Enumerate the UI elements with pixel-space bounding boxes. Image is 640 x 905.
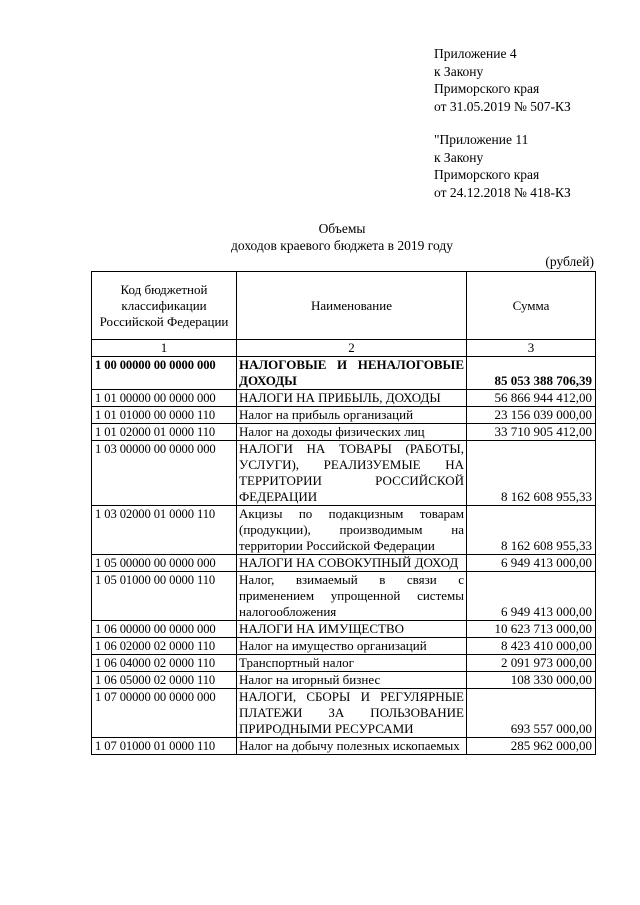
revenue-table (91, 271, 596, 755)
table-row (92, 441, 596, 506)
column-number: 2 (237, 340, 467, 357)
name-cell: НАЛОГИ НА ИМУЩЕСТВО (237, 621, 467, 638)
appendix-line: Приморского края (434, 81, 540, 96)
amount-cell: 10 623 713 000,00 (467, 621, 596, 638)
appendix-ref-line: к Закону (434, 149, 484, 165)
column-number-row (92, 340, 596, 357)
amount-cell: 108 330 000,00 (467, 672, 596, 689)
code-cell: 1 07 00000 00 0000 000 (92, 689, 237, 738)
amount-cell: 23 156 039 000,00 (467, 407, 596, 424)
code-cell: 1 01 01000 00 0000 110 (92, 407, 237, 424)
name-cell: Налог на доходы физических лиц (237, 424, 467, 441)
column-number: 3 (467, 340, 596, 357)
header-name: Наименование (237, 272, 467, 340)
name-cell: Налог на прибыль организаций (237, 407, 467, 424)
code-cell: 1 07 01000 01 0000 110 (92, 738, 237, 755)
code-cell: 1 06 00000 00 0000 000 (92, 621, 237, 638)
table-row (92, 407, 596, 424)
appendix-ref-line: "Приложение 11 (434, 132, 529, 147)
appendix-ref-line: от 24.12.2018 № 418-КЗ (434, 184, 571, 200)
code-cell: 1 06 05000 02 0000 110 (92, 672, 237, 689)
name-cell: Налог, взимаемый в связи с применением упрощенной системы налогообложения (237, 572, 467, 621)
appendix-header (434, 45, 634, 115)
table-body (92, 357, 596, 755)
document-subtitle: доходов краевого бюджета в 2019 году (231, 238, 453, 253)
table-row (92, 672, 596, 689)
table-row (92, 738, 596, 755)
name-cell: НАЛОГОВЫЕ И НЕНАЛОГОВЫЕ ДОХОДЫ (237, 357, 467, 390)
code-cell: 1 00 00000 00 0000 000 (92, 357, 237, 390)
appendix-line: к Закону (434, 63, 484, 79)
code-cell: 1 05 00000 00 0000 000 (92, 555, 237, 572)
table-row (92, 555, 596, 572)
units-label: (рублей) (545, 254, 594, 269)
header-code: Код бюджетной классификации Российской Федерации (92, 272, 237, 340)
amount-cell: 33 710 905 412,00 (467, 424, 596, 441)
document-title: Объемы (318, 221, 366, 236)
amount-cell: 56 866 944 412,00 (467, 390, 596, 407)
table-row (92, 689, 596, 738)
appendix-ref-line: Приморского края (434, 167, 540, 182)
code-cell: 1 03 02000 01 0000 110 (92, 506, 237, 555)
column-number: 1 (92, 340, 237, 357)
amount-cell: 8 162 608 955,33 (467, 506, 596, 555)
code-cell: 1 05 01000 00 0000 110 (92, 572, 237, 621)
amount-cell: 8 423 410 000,00 (467, 638, 596, 655)
name-cell: НАЛОГИ, СБОРЫ И РЕГУЛЯРНЫЕ ПЛАТЕЖИ ЗА ПОЛЬЗОВАНИЕ ПРИРОДНЫМИ РЕСУРСАМИ (237, 689, 467, 738)
amount-cell: 8 162 608 955,33 (467, 441, 596, 506)
table-row (92, 638, 596, 655)
name-cell: Налог на игорный бизнес (237, 672, 467, 689)
table-row (92, 621, 596, 638)
table-row (92, 357, 596, 390)
name-cell: НАЛОГИ НА ТОВАРЫ (РАБОТЫ, УСЛУГИ), РЕАЛИЗУЕМЫЕ НА ТЕРРИТОРИИ РОССИЙСКОЙ ФЕДЕРАЦИИ (237, 441, 467, 506)
amount-cell: 85 053 388 706,39 (467, 357, 596, 390)
table-row (92, 506, 596, 555)
appendix-line: Приложение 4 (434, 46, 517, 61)
table-row (92, 390, 596, 407)
name-cell: НАЛОГИ НА СОВОКУПНЫЙ ДОХОД (237, 555, 467, 572)
amount-cell: 6 949 413 000,00 (467, 555, 596, 572)
table-row (92, 572, 596, 621)
amount-cell: 693 557 000,00 (467, 689, 596, 738)
appendix-ref-header (434, 131, 634, 201)
code-cell: 1 03 00000 00 0000 000 (92, 441, 237, 506)
name-cell: Акцизы по подакцизным товарам (продукции), производимым на территории Российской Федерации (237, 506, 467, 555)
code-cell: 1 06 02000 02 0000 110 (92, 638, 237, 655)
name-cell: Налог на добычу полезных ископаемых (237, 738, 467, 755)
amount-cell: 2 091 973 000,00 (467, 655, 596, 672)
appendix-line: от 31.05.2019 № 507-КЗ (434, 98, 571, 114)
code-cell: 1 01 02000 01 0000 110 (92, 424, 237, 441)
header-amount: Сумма (467, 272, 596, 340)
name-cell: Транспортный налог (237, 655, 467, 672)
amount-cell: 6 949 413 000,00 (467, 572, 596, 621)
table-row (92, 655, 596, 672)
code-cell: 1 06 04000 02 0000 110 (92, 655, 237, 672)
table-header-row (92, 272, 596, 340)
code-cell: 1 01 00000 00 0000 000 (92, 390, 237, 407)
amount-cell: 285 962 000,00 (467, 738, 596, 755)
table-row (92, 424, 596, 441)
name-cell: Налог на имущество организаций (237, 638, 467, 655)
name-cell: НАЛОГИ НА ПРИБЫЛЬ, ДОХОДЫ (237, 390, 467, 407)
